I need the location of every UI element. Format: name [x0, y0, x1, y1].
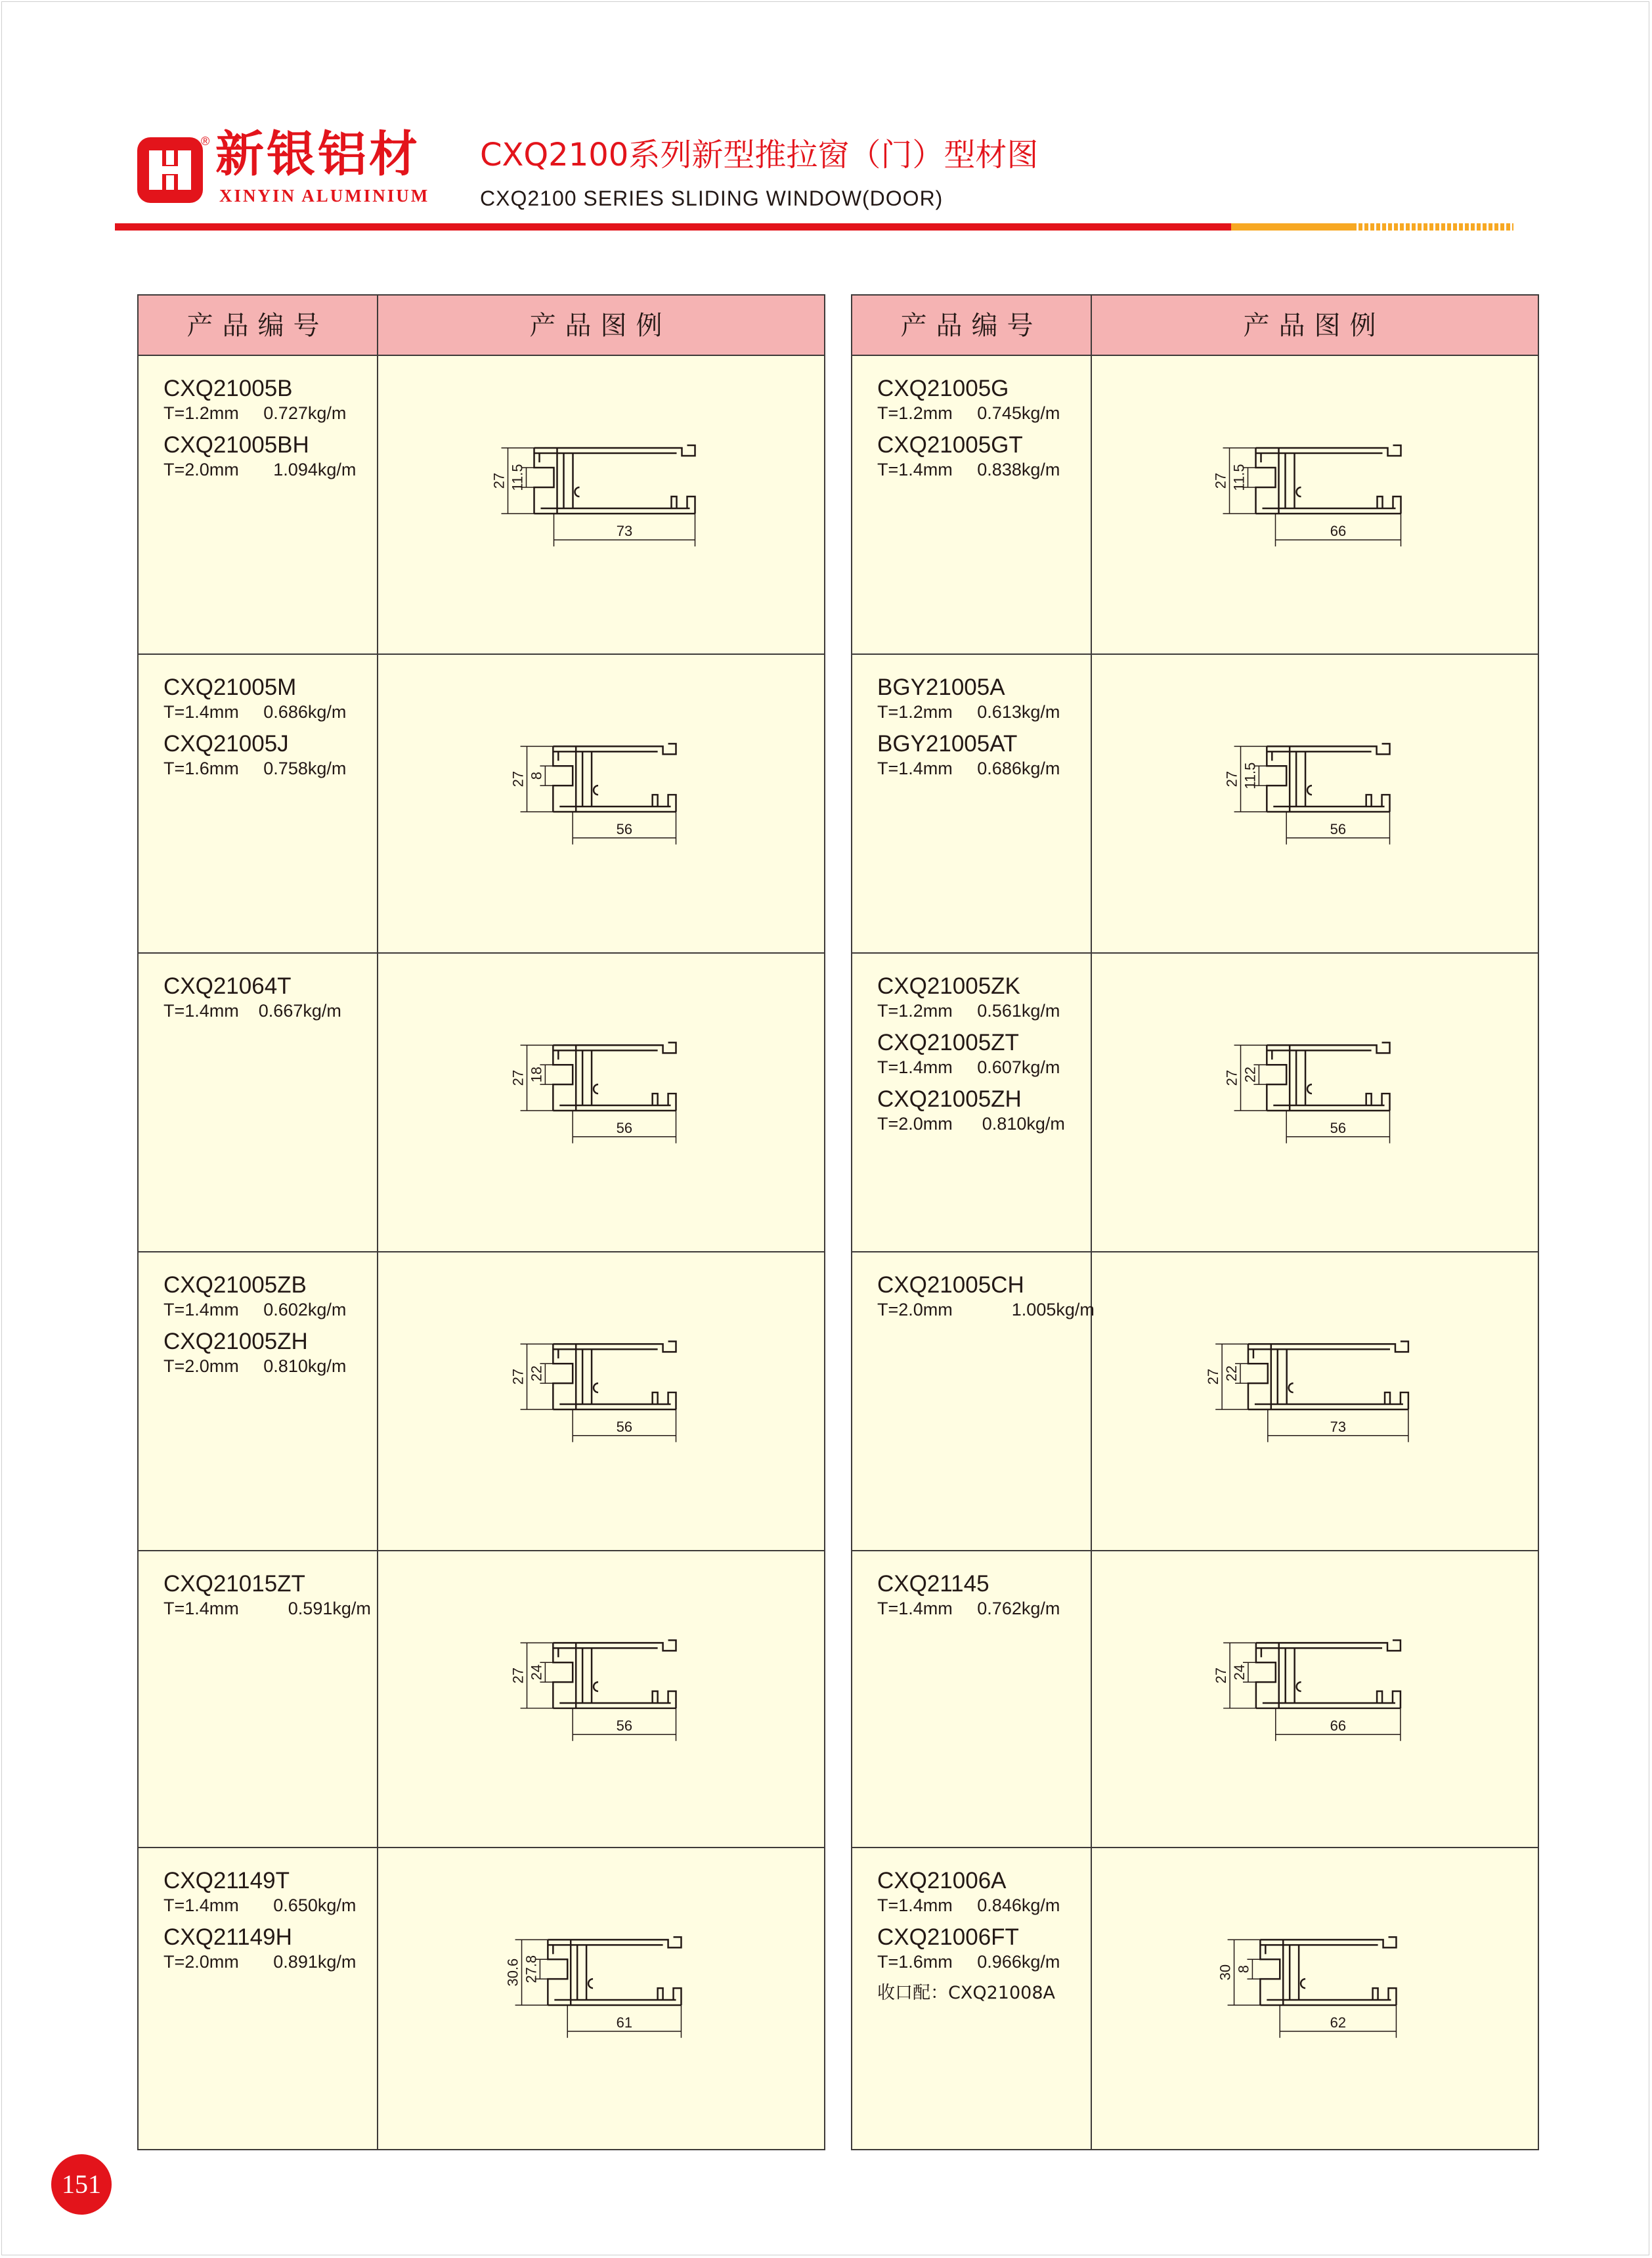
brand-name-en: XINYIN ALUMINIUM [219, 186, 430, 206]
dimension-height: 27 [1212, 472, 1229, 489]
dimension-lines [502, 448, 695, 546]
product-code: CXQ21005ZT [877, 1030, 1019, 1055]
table-row [139, 653, 824, 952]
table-row [852, 356, 1538, 653]
product-spec: T=1.2mm 0.745kg/m [877, 403, 1060, 423]
header-rule-dashed [1353, 223, 1513, 231]
profile-section-svg [378, 1848, 825, 2149]
dimension-height: 27 [1223, 1069, 1240, 1086]
product-spec: T=2.0mm 1.094kg/m [163, 460, 357, 479]
product-spec: T=1.4mm 0.607kg/m [877, 1057, 1060, 1077]
profile-section-svg [378, 954, 825, 1251]
dimension-width: 66 [1330, 523, 1347, 539]
product-info [163, 675, 374, 780]
profile-outline [1267, 1042, 1389, 1111]
dimension-inner-height: 22 [1242, 1067, 1259, 1083]
product-code: CXQ21005GT [877, 432, 1023, 458]
profile-outline [553, 1640, 676, 1708]
dimension-height: 27 [510, 1069, 527, 1086]
profile-section-svg [1092, 1551, 1539, 1847]
column-header-code: 产品编号 [900, 311, 1043, 341]
product-info [163, 376, 374, 481]
product-code: BGY21005A [877, 675, 1005, 700]
product-info [163, 973, 374, 1022]
profile-section-svg [378, 655, 825, 952]
product-code: CXQ21005ZH [163, 1329, 308, 1354]
product-table-left [137, 294, 825, 2150]
table-row [139, 952, 824, 1251]
product-spec: T=1.4mm 0.686kg/m [877, 759, 1060, 778]
product-code: CXQ21005CH [877, 1272, 1024, 1298]
product-info [877, 675, 1087, 780]
dimension-inner-height: 22 [528, 1365, 545, 1382]
product-code: CXQ21145 [877, 1571, 989, 1597]
product-code: CXQ21149T [163, 1868, 290, 1893]
dimension-width: 56 [616, 1119, 633, 1136]
profile-section-svg [1092, 655, 1539, 952]
profile-section-svg [1092, 1252, 1539, 1550]
product-info [877, 1571, 1087, 1620]
product-spec: T=2.0mm 0.810kg/m [877, 1114, 1065, 1134]
page-number: 151 [51, 2154, 112, 2215]
product-spec: T=1.4mm 0.762kg/m [877, 1599, 1060, 1618]
profile-drawing [378, 1252, 825, 1550]
registered-mark-icon: ® [201, 135, 210, 148]
profile-drawing [378, 1848, 825, 2149]
dimension-width: 73 [1330, 1418, 1347, 1435]
profile-drawing [1092, 655, 1539, 952]
dimension-inner-height: 11.5 [1230, 464, 1248, 491]
dimension-lines [1228, 1939, 1397, 2037]
product-spec: T=2.0mm 0.810kg/m [163, 1356, 347, 1376]
profile-outline [1256, 1640, 1401, 1708]
product-code: CXQ21005B [163, 376, 293, 401]
table-row [852, 653, 1538, 952]
profile-section-svg [1092, 356, 1539, 653]
profile-drawing [1092, 1848, 1539, 2149]
product-code: CXQ21149H [163, 1924, 292, 1950]
table-row [852, 1251, 1538, 1550]
profile-outline [1248, 1341, 1408, 1409]
product-code: CXQ21006FT [877, 1924, 1019, 1950]
profile-section-svg [378, 356, 825, 653]
profile-section-svg [1092, 954, 1539, 1251]
dimension-lines [1223, 448, 1401, 546]
product-info [877, 973, 1087, 1135]
product-spec: T=2.0mm 1.005kg/m [877, 1300, 1095, 1319]
dimension-height: 27 [1213, 1667, 1230, 1684]
dimension-lines [1223, 1643, 1401, 1740]
profile-outline [1256, 445, 1401, 514]
profile-drawing [1092, 356, 1539, 653]
dimension-inner-height: 24 [1230, 1664, 1248, 1681]
profile-drawing [378, 655, 825, 952]
dimension-height: 27 [1205, 1368, 1222, 1385]
product-code: CXQ21006A [877, 1868, 1007, 1893]
product-spec: T=1.4mm 0.591kg/m [163, 1599, 371, 1618]
profile-drawing [1092, 954, 1539, 1251]
table-row [139, 1251, 824, 1550]
product-info [877, 376, 1087, 481]
product-code: CXQ21005ZK [877, 973, 1020, 999]
page-title-cn: CXQ2100系列新型推拉窗（门）型材图 [480, 137, 1039, 173]
dimension-inner-height: 22 [1223, 1365, 1240, 1382]
profile-section-svg [378, 1252, 825, 1550]
product-info [163, 1272, 374, 1377]
profile-outline [1260, 1937, 1396, 2005]
table-row [139, 1847, 824, 2149]
header-rule-red [115, 223, 1231, 231]
product-code: CXQ21005ZH [877, 1086, 1022, 1112]
profile-drawing [378, 356, 825, 653]
dimension-inner-height: 8 [1235, 1965, 1252, 1974]
product-info [877, 1868, 1087, 2004]
dimension-height: 27 [1223, 770, 1240, 787]
profile-outline [1267, 743, 1389, 812]
product-code: CXQ21015ZT [163, 1571, 305, 1597]
product-code: CXQ21005G [877, 376, 1009, 401]
page-header [0, 0, 1652, 236]
xinyin-logo-icon [135, 135, 206, 206]
product-spec: T=1.4mm 0.686kg/m [163, 702, 347, 722]
product-spec: T=1.4mm 0.602kg/m [163, 1300, 347, 1319]
column-header-figure: 产品图例 [529, 311, 672, 341]
dimension-inner-height: 11.5 [509, 464, 526, 491]
dimension-width: 56 [616, 1717, 633, 1734]
product-spec: T=1.4mm 0.650kg/m [163, 1895, 357, 1915]
product-code: CXQ21005J [163, 731, 289, 757]
product-spec: T=1.2mm 0.561kg/m [877, 1001, 1060, 1021]
table-header [139, 296, 824, 356]
table-row [852, 1847, 1538, 2149]
dimension-width: 61 [616, 2014, 633, 2031]
product-code: BGY21005AT [877, 731, 1018, 757]
dimension-height: 30 [1217, 1964, 1234, 1981]
dimension-width: 56 [616, 820, 633, 837]
product-code: CXQ21005M [163, 675, 297, 700]
table-row [852, 1550, 1538, 1847]
product-spec: T=2.0mm 0.891kg/m [163, 1952, 357, 1972]
product-spec: T=1.6mm 0.758kg/m [163, 759, 347, 778]
product-note: 收口配：CXQ21008A [877, 1983, 1055, 2003]
product-info [163, 1571, 374, 1620]
dimension-inner-height: 18 [528, 1067, 545, 1083]
header-rule-orange [1231, 223, 1353, 231]
profile-section-svg [1092, 1848, 1539, 2149]
profile-drawing [378, 954, 825, 1251]
product-spec: T=1.2mm 0.727kg/m [163, 403, 347, 423]
profile-section-svg [378, 1551, 825, 1847]
dimension-lines [1215, 1344, 1408, 1442]
product-info [877, 1272, 1095, 1321]
dimension-inner-height: 24 [528, 1664, 545, 1681]
table-row [139, 1550, 824, 1847]
column-header-code: 产品编号 [186, 311, 329, 341]
column-header-figure: 产品图例 [1243, 311, 1385, 341]
table-header [852, 296, 1538, 356]
dimension-inner-height: 27.8 [523, 1955, 540, 1983]
product-code: CXQ21005ZB [163, 1272, 307, 1298]
dimension-width: 56 [1330, 820, 1347, 837]
dimension-lines [515, 1939, 682, 2037]
product-spec: T=1.4mm 0.846kg/m [877, 1895, 1060, 1915]
product-table-right [851, 294, 1539, 2150]
dimension-inner-height: 11.5 [1242, 762, 1259, 789]
product-spec: T=1.2mm 0.613kg/m [877, 702, 1060, 722]
product-spec: T=1.4mm 0.838kg/m [877, 460, 1060, 479]
dimension-width: 66 [1330, 1717, 1347, 1734]
profile-outline [553, 1042, 676, 1111]
profile-outline [548, 1937, 681, 2005]
dimension-width: 56 [1330, 1119, 1347, 1136]
product-spec: T=1.6mm 0.966kg/m [877, 1952, 1060, 1972]
dimension-height: 27 [510, 1368, 527, 1385]
profile-drawing [378, 1551, 825, 1847]
dimension-width: 73 [616, 523, 633, 539]
profile-drawing [1092, 1252, 1539, 1550]
product-code: CXQ21005BH [163, 432, 309, 458]
table-row [852, 952, 1538, 1251]
product-code: CXQ21064T [163, 973, 292, 999]
dimension-width: 62 [1330, 2014, 1347, 2031]
product-info [163, 1868, 374, 1973]
brand-name-cn: 新银铝材 [215, 126, 420, 183]
profile-outline [553, 1341, 676, 1409]
dimension-inner-height: 8 [528, 772, 545, 780]
dimension-height: 27 [510, 770, 527, 787]
profile-drawing [1092, 1551, 1539, 1847]
product-spec: T=1.4mm 0.667kg/m [163, 1001, 341, 1021]
page-title-en: CXQ2100 SERIES SLIDING WINDOW(DOOR) [480, 187, 944, 210]
dimension-width: 56 [616, 1418, 633, 1435]
table-row [139, 356, 824, 653]
profile-outline [553, 743, 676, 812]
dimension-height: 30.6 [504, 1958, 521, 1987]
profile-outline [534, 445, 695, 514]
dimension-height: 27 [510, 1667, 527, 1684]
dimension-height: 27 [490, 472, 508, 489]
